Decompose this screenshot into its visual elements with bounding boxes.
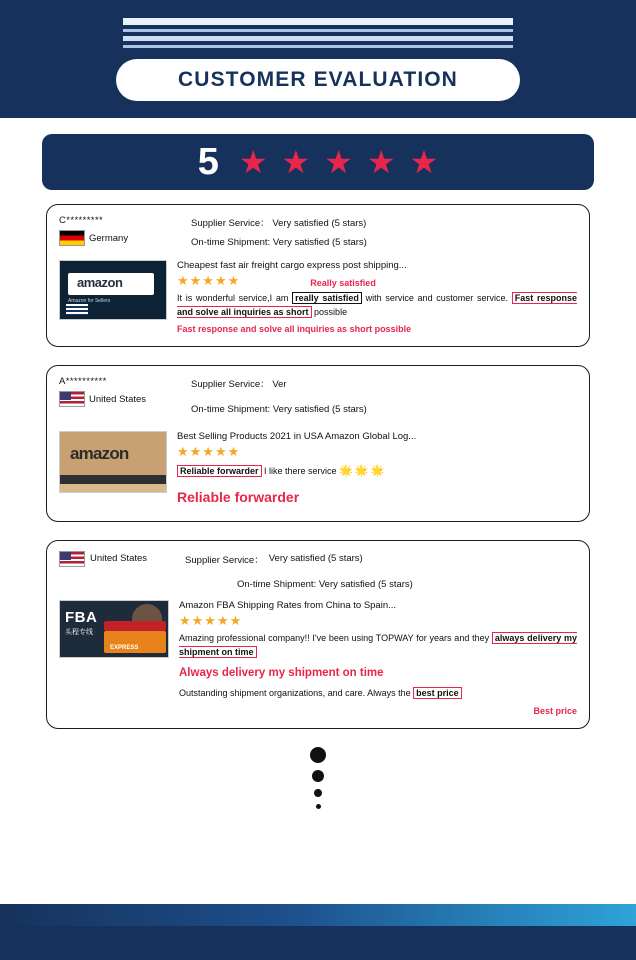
brand-banner (104, 621, 166, 631)
page-header (0, 0, 636, 118)
header-stripe-2 (123, 29, 513, 32)
supplier-service-value: Ver (272, 379, 287, 391)
reviewer-country (59, 230, 179, 246)
footer-solid-bar (0, 926, 636, 960)
on-time-label: On-time Shipment: (191, 237, 271, 248)
rating-section (0, 118, 636, 190)
review-comment (177, 292, 577, 320)
review-body (59, 431, 577, 504)
reviewer-country (59, 551, 577, 567)
review-body (59, 600, 577, 716)
page-footer (0, 904, 636, 960)
on-time-value: Very satisfied (5 stars) (272, 404, 367, 416)
dot-4 (316, 804, 321, 809)
comment-highlight-1: always delivery my shipment on time (179, 632, 577, 657)
annotation-fast-response: Fast response and solve all inquiries as short possible (177, 324, 412, 335)
reviewer-info (59, 376, 179, 407)
product-title: Amazon FBA Shipping Rates from China to Spain... (179, 599, 397, 611)
review-comment (179, 632, 577, 660)
comment-highlight-1: Reliable forwarder (177, 465, 262, 477)
comment-part-2: with service and customer service. (361, 293, 512, 304)
box-edge (60, 484, 166, 492)
annotation-really-satisfied: Really satisfied (310, 278, 376, 289)
annotation-always-on-time: Always delivery my shipment on time (179, 666, 384, 679)
reviewer-country (59, 391, 179, 407)
comment-highlight-2: best price (413, 687, 462, 699)
supplier-service-label: Supplier Service： (185, 554, 264, 566)
box-tape (60, 475, 166, 484)
flag-germany-icon (59, 230, 85, 246)
header-stripe-1 (123, 18, 513, 25)
rating-score: 5 (197, 141, 219, 183)
country-label: United States (89, 393, 147, 405)
reviewer-ratings (179, 376, 577, 423)
review-stars: ★★★★★ (177, 273, 241, 288)
review-list (0, 190, 636, 729)
review-card (46, 204, 590, 347)
comment-part-1: Amazing professional company!! I've been using TOPWAY for years and they (179, 632, 492, 643)
rating-star-5: ★ (409, 144, 439, 180)
dot-3 (314, 789, 322, 797)
buyer-id: C********* (59, 215, 104, 226)
country-label: United States (90, 553, 148, 565)
header-stripe-3 (123, 36, 513, 41)
review-stars: ★★★★★ (179, 612, 243, 628)
flag-usa-icon (59, 551, 85, 567)
review-text-block (177, 431, 577, 504)
review-meta (59, 376, 577, 423)
dot-1 (310, 747, 326, 763)
amazon-box-photo (59, 431, 167, 493)
comment-emoji-stars: 🌟🌟🌟 (339, 465, 387, 478)
buyer-id: A********** (59, 376, 107, 388)
on-time-value: Very satisfied (5 stars) (318, 578, 413, 590)
supplier-service-line (191, 376, 577, 390)
billboard-caption: Amazon for Sellers (68, 298, 111, 304)
dot-2 (312, 770, 324, 782)
flag-usa-icon (59, 391, 85, 407)
rating-star-1: ★ (238, 144, 268, 180)
on-time-line (191, 237, 577, 248)
amazon-logo-icon (68, 273, 154, 295)
supplier-service-label: Supplier Service： (191, 379, 270, 391)
on-time-line (191, 404, 577, 415)
supplier-service-line (191, 215, 577, 229)
review-meta (59, 551, 577, 590)
annotation-best-price: Best price (533, 705, 577, 716)
on-time-value: Very satisfied (5 stars) (272, 237, 367, 248)
annotation-reliable-forwarder: Reliable forwarder (177, 488, 300, 505)
comment-part-1: It is wonderful service,I am (177, 293, 293, 304)
rating-star-4: ★ (366, 144, 396, 180)
on-time-label: On-time Shipment: (191, 404, 271, 416)
review-card (46, 365, 590, 521)
amazon-billboard-photo (59, 260, 167, 320)
supplier-service-value: Very satisfied (5 stars) (268, 553, 363, 565)
review-card (46, 540, 590, 729)
header-stripes (123, 18, 513, 48)
supplier-service-value: Very satisfied (5 stars) (272, 218, 367, 229)
comment-part-1: I like there service (261, 466, 337, 477)
review-comment (177, 463, 577, 480)
header-stripe-4 (123, 45, 513, 48)
on-time-label: On-time Shipment: (237, 578, 317, 590)
review-meta (59, 215, 577, 256)
billboard-flag-icon (66, 304, 88, 315)
comment-part-2: Outstanding shipment organizations, and care. Always the (179, 687, 414, 698)
rating-bar (42, 134, 594, 190)
page-title (116, 59, 520, 101)
footer-gradient-bar (0, 904, 636, 926)
fba-logo-text: FBA (65, 608, 98, 626)
pagination-dots (0, 747, 636, 809)
supplier-service-label: Supplier Service： (191, 218, 270, 229)
rating-star-2: ★ (281, 144, 311, 180)
reviewer-ratings (179, 215, 577, 256)
review-comment-2 (179, 687, 577, 701)
comment-part-3: possible (311, 307, 348, 318)
product-title: Cheapest fast air freight cargo express post shipping... (177, 260, 407, 271)
rating-star-3: ★ (324, 144, 353, 180)
review-stars: ★★★★★ (177, 444, 241, 460)
reviewer-info (59, 215, 179, 246)
fba-express-photo (59, 600, 169, 658)
review-text-block (177, 260, 577, 334)
review-text-block (179, 600, 577, 716)
on-time-line (237, 579, 577, 590)
comment-highlight-2: Fast response and solve all inquiries as short (177, 293, 577, 318)
fba-logo-subtext: 头程专线 (65, 628, 93, 636)
page-title-text: CUSTOMER EVALUATION (178, 68, 458, 91)
express-badge (104, 631, 166, 653)
comment-highlight-1: really satisfied (292, 292, 362, 304)
review-body (59, 260, 577, 334)
country-label: Germany (89, 232, 129, 244)
product-title: Best Selling Products 2021 in USA Amazon Global Log... (177, 431, 417, 443)
